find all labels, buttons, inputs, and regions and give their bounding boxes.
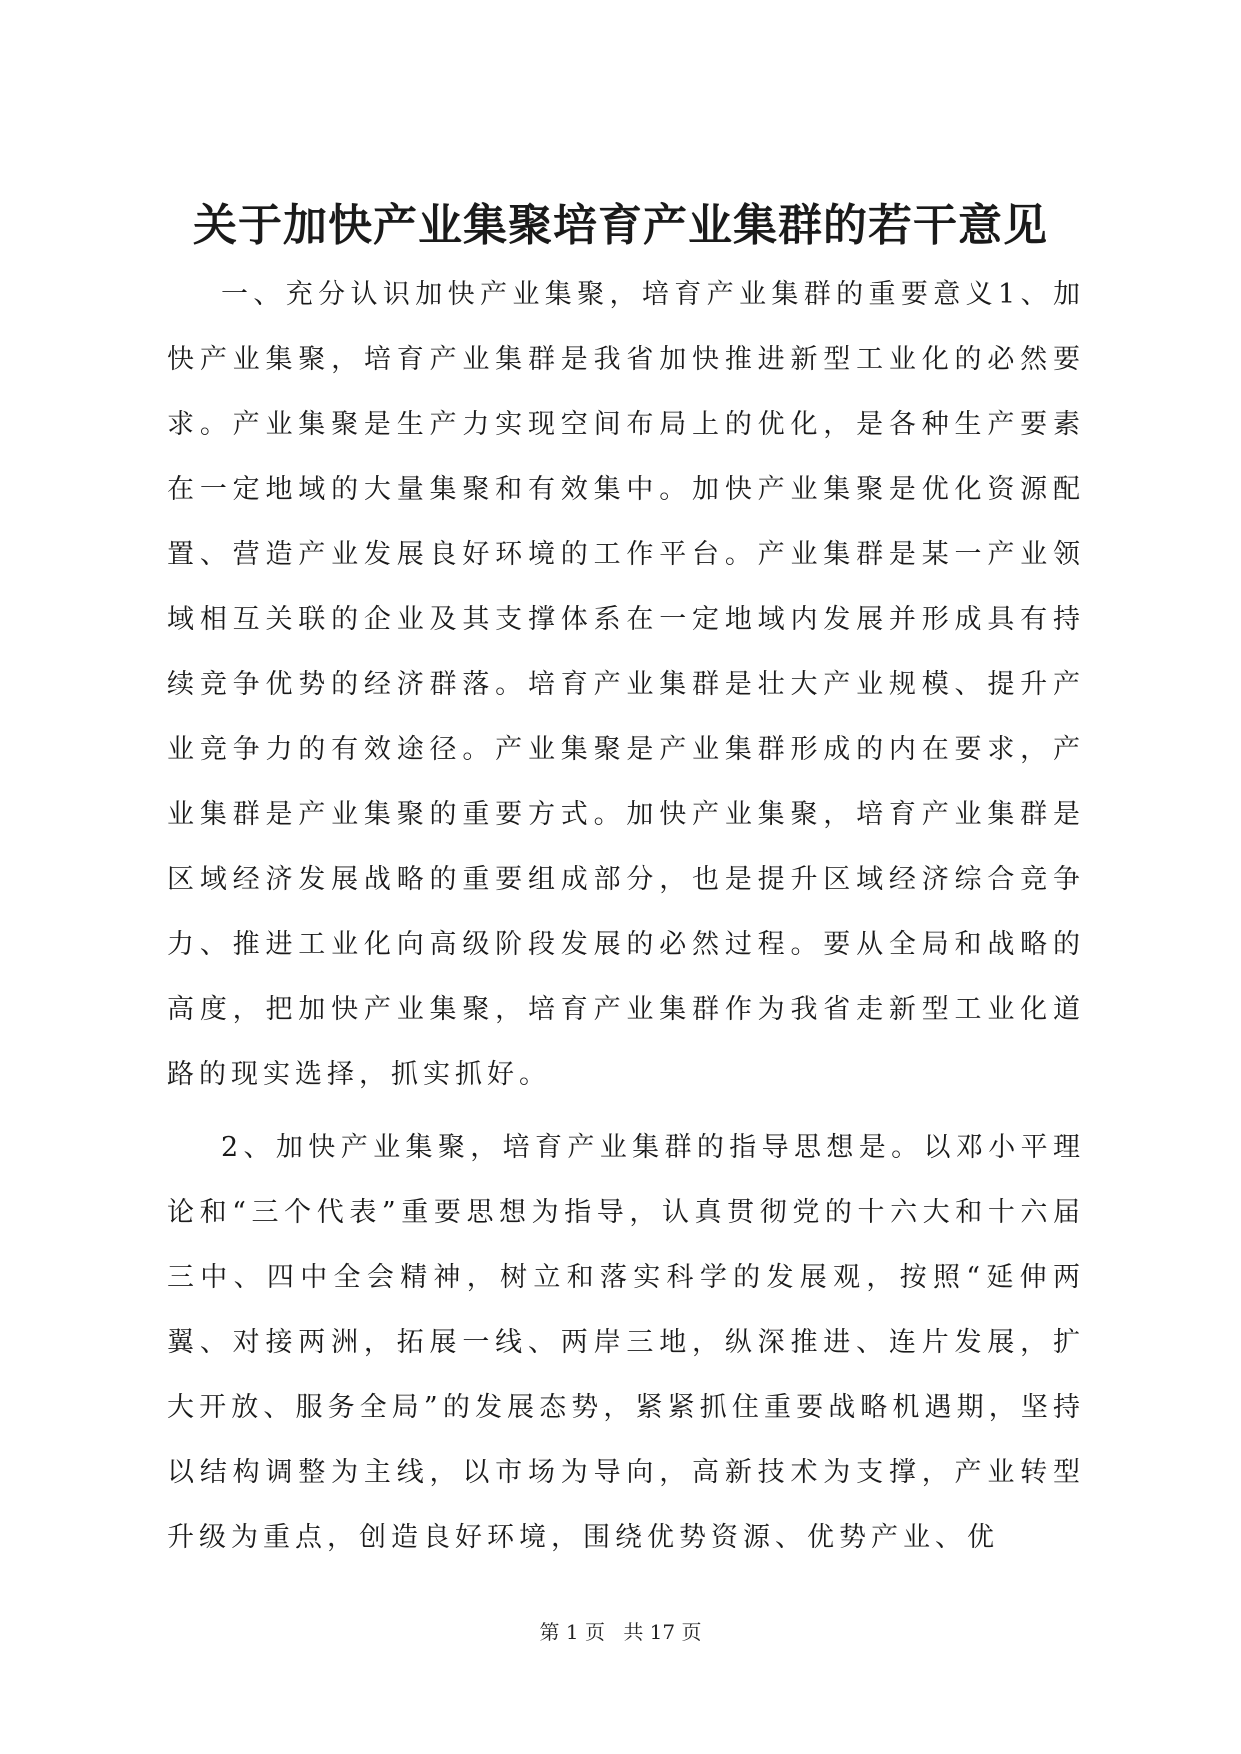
paragraph-2: 2、加快产业集聚，培育产业集群的指导思想是。以邓小平理论和“三个代表”重要思想为指导，认真贯彻党的十六大和十六届三中、四中全会精神，树立和落实科学的发展观，按照“延伸两翼、对接两洲，拓展一线、两岸三地，纵深推进、连片发展，扩大开放、服务全局”的发展态势，紧紧抓住重要战略机遇期，坚持以结构调整为主线，以市场为导向，高新技术为支撑，产业转型升级为重点，创造良好环境，围绕优势资源、优势产业、优 xyxy=(167,1132,1085,1553)
page-total: 共 17 页 xyxy=(623,1620,702,1644)
document-title: 关于加快产业集聚培育产业集群的若干意见 xyxy=(193,200,1048,251)
page-footer xyxy=(0,1618,1241,1646)
paragraph-1: 一、充分认识加快产业集聚，培育产业集群的重要意义1、加快产业集聚，培育产业集群是我省加快推进新型工业化的必然要求。产业集聚是生产力实现空间布局上的优化，是各种生产要素在一定地域的大量集聚和有效集中。加快产业集聚是优化资源配置、营造产业发展良好环境的工作平台。产业集群是某一产业领域相互关联的企业及其支撑体系在一定地域内发展并形成具有持续竞争优势的经济群落。培育产业集群是壮大产业规模、提升产业竞争力的有效途径。产业集聚是产业集群形成的内在要求，产业集群是产业集聚的重要方式。加快产业集聚，培育产业集群是区域经济发展战略的重要组成部分，也是提升区域经济综合竞争力、推进工业化向高级阶段发展的必然过程。要从全局和战略的高度，把加快产业集聚，培育产业集群作为我省走新型工业化道路的现实选择，抓实抓好。 xyxy=(167,279,1085,1090)
page-number: 第 1 页 xyxy=(539,1620,605,1644)
document-body xyxy=(167,262,1085,1578)
